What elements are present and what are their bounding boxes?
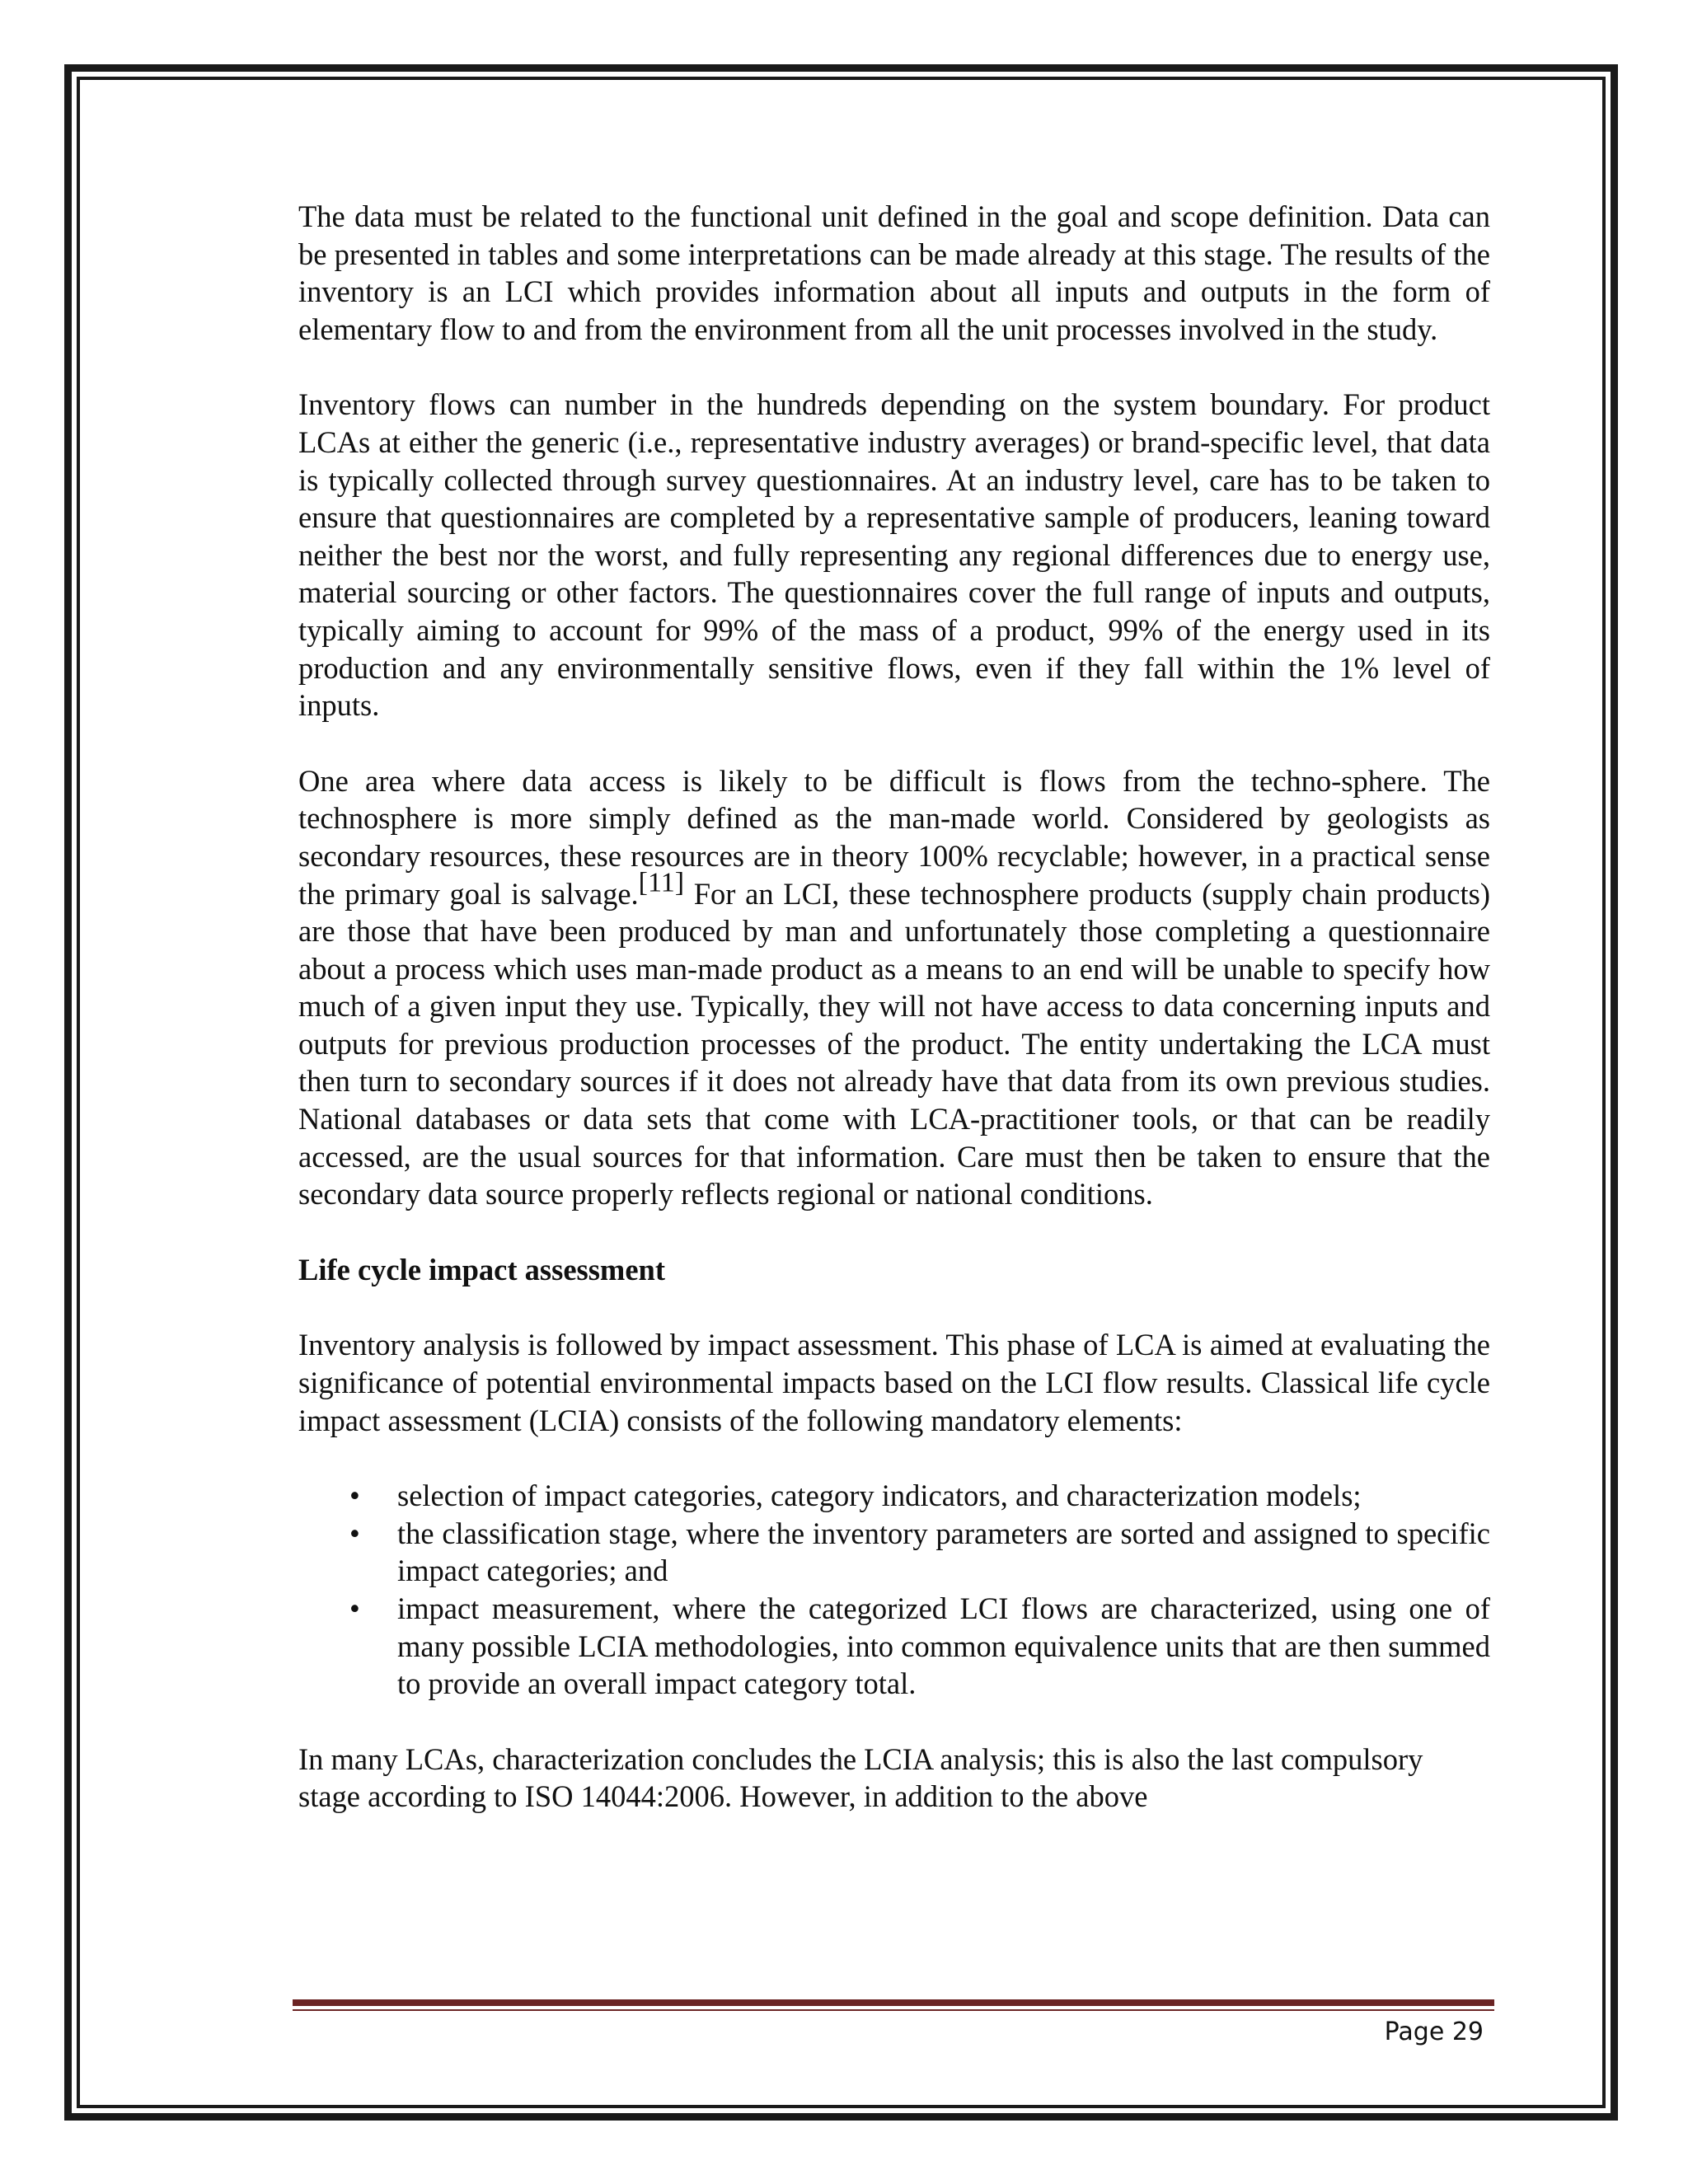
technosphere-text-before: One area where data access is likely to be difficult is flows from the techno-sphere. The technosphere is more simply defined as the man-made world. Considered by geologists as secondary resources, these resources are in theory 100% recyclable; however, in a practical sense the primary goal is salvage.	[298, 763, 1490, 911]
paragraph-characterization: In many LCAs, characterization concludes the LCIA analysis; this is also the last compulsory stage according to ISO 14044:2006. However, in addition to the above	[298, 1741, 1423, 1814]
citation-reference: [11]	[638, 867, 685, 898]
section-heading: Life cycle impact assessment	[298, 1252, 665, 1286]
page-content	[298, 198, 1490, 1854]
bullet-icon: •	[349, 1516, 360, 1550]
list-item-text: impact measurement, where the categorized LCI flows are characterized, using one of many possible LCIA methodologies, into common equivalence units that are then summed to provide an overall impact category total.	[397, 1591, 1490, 1701]
paragraph-impact-assessment: Inventory analysis is followed by impact assessment. This phase of LCA is aimed at evaluating the significance of potential environmental impacts based on the LCI flow results. Classical life cycle impact assessment (LCIA) consists of the following mandatory elements:	[298, 1328, 1490, 1437]
paragraph-inventory-flows: Inventory flows can number in the hundreds depending on the system boundary. For product LCAs at either the generic (i.e., representative industry averages) or brand-specific level, that data is typically collected through survey questionnaires. At an industry level, care has to be taken to ensure that questionnaires are completed by a representative sample of producers, leaning toward neither the best nor the worst, and fully representing any regional differences due to energy use, material sourcing or other factors. The questionnaires cover the full range of inputs and outputs, typically aiming to account for 99% of the mass of a product, 99% of the energy used in its production and any environmentally sensitive flows, even if they fall within the 1% level of inputs.	[298, 387, 1490, 723]
list-item-text: the classification stage, where the inventory parameters are sorted and assigned to specific impact categories; and	[397, 1516, 1490, 1588]
list-item	[298, 1515, 1490, 1590]
technosphere-text-after: For an LCI, these technosphere products (supply chain products) are those that have been produced by man and unfortunately those completing a questionnaire about a process which uses man-made product as a means to an end will be unable to specify how much of a given input they use. Typically, they will not have access to data concerning inputs and outputs for previous production processes of the product. The entity undertaking the LCA must then turn to secondary sources if it does not already have that data from its own previous studies. National databases or data sets that come with LCA-practitioner tools, or that can be readily accessed, are the usual sources for that information. Care must then be taken to ensure that the secondary data source properly reflects regional or national conditions.	[298, 876, 1490, 1212]
paragraph-technosphere	[298, 762, 1490, 1213]
bullet-icon: •	[349, 1591, 360, 1625]
lcia-elements-list	[298, 1477, 1490, 1703]
page-number: Page 29	[1384, 2018, 1484, 2046]
bullet-icon: •	[349, 1479, 360, 1513]
footer-rule-thin	[293, 2009, 1494, 2011]
paragraph-lci-data: The data must be related to the functional unit defined in the goal and scope definition. Data can be presented in tables and some interpretations can be made already at this stage. The results of the inventory is an LCI which provides information about all inputs and outputs in the form of elementary flow to and from the environment from all the unit processes involved in the study.	[298, 199, 1490, 346]
list-item	[298, 1590, 1490, 1703]
footer-rule	[293, 1999, 1494, 2006]
list-item-text: selection of impact categories, category indicators, and characterization models;	[397, 1479, 1362, 1513]
list-item	[298, 1477, 1490, 1515]
